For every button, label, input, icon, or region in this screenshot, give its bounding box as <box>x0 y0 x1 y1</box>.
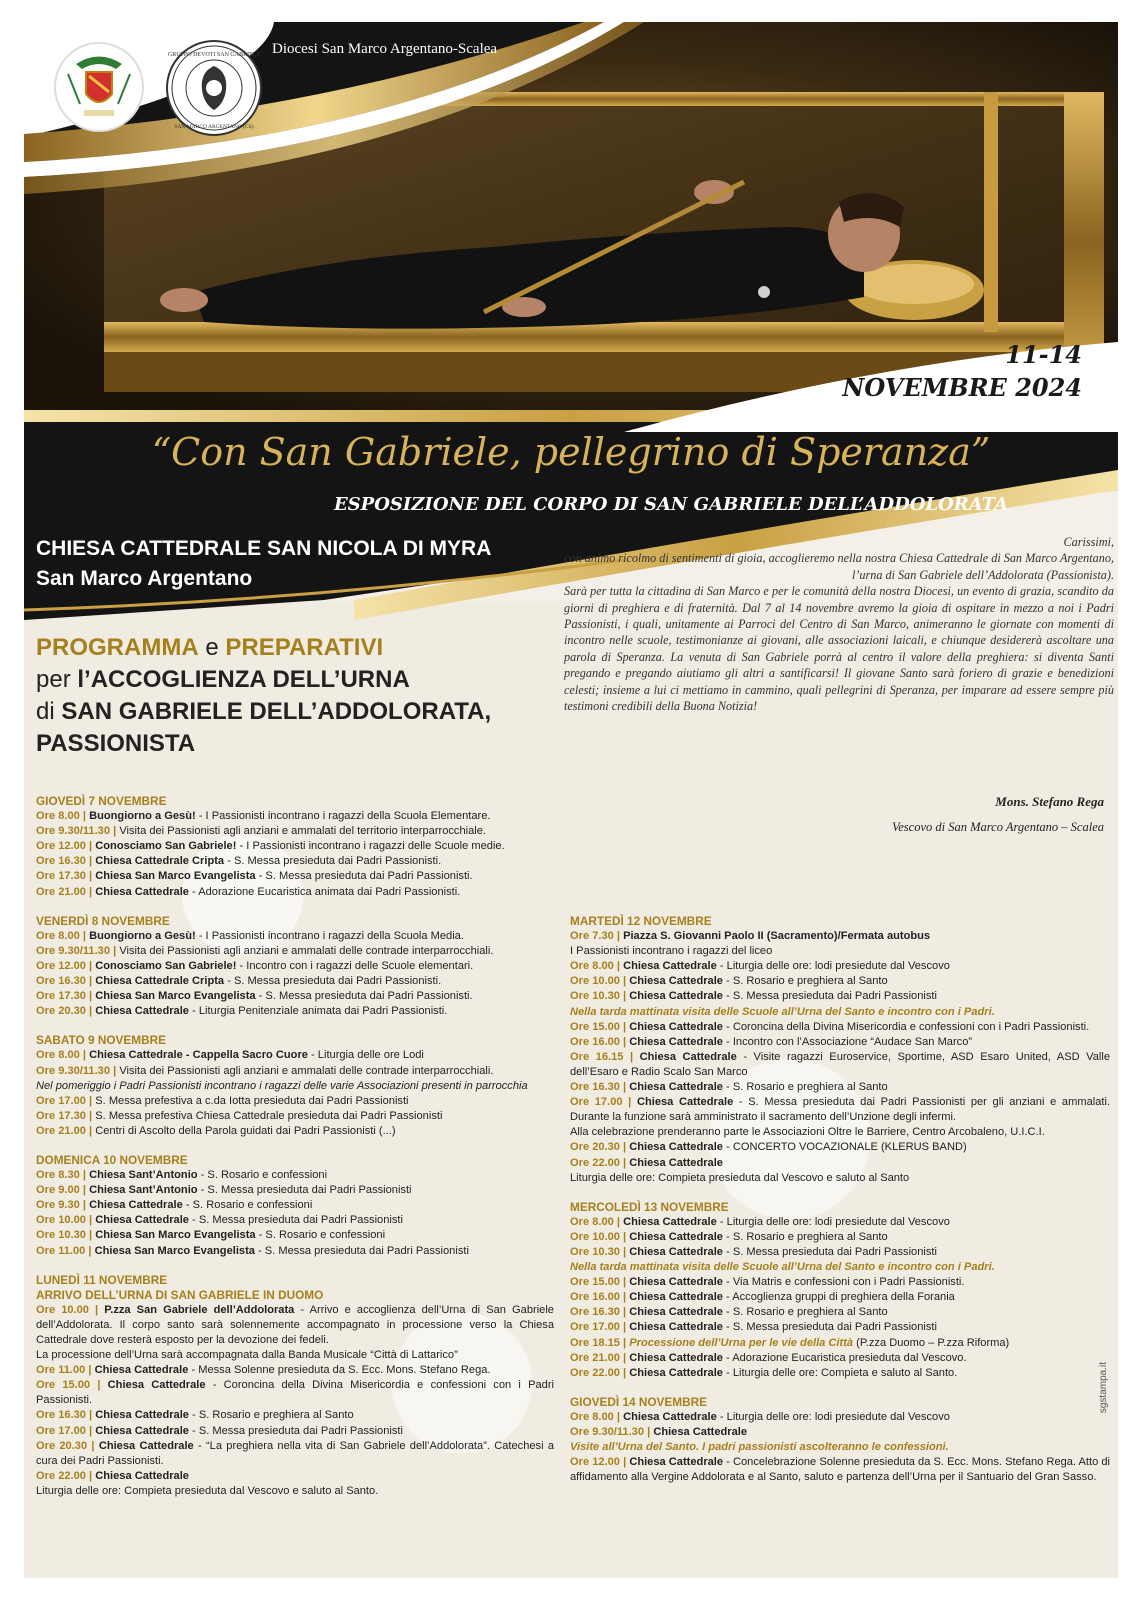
row-description: Visita dei Passionisti agli anziani e ammalati delle contrade interparrocchiali. <box>119 1064 494 1077</box>
row-time: Ore 9.30/11.30 | <box>36 825 117 838</box>
schedule-row <box>570 1095 1110 1125</box>
row-place: Chiesa Cattedrale Cripta <box>95 975 225 988</box>
row-description: - S. Rosario e confessioni <box>255 1229 386 1242</box>
dates-range: 11-14 <box>1005 340 1082 369</box>
row-time: Ore 15.00 | <box>570 1020 627 1033</box>
row-time: Ore 18.15 | <box>570 1336 627 1349</box>
row-place: Piazza S. Giovanni Paolo II (Sacramento)/Fermata autobus <box>623 930 931 943</box>
row-description: - S. Rosario e preghiera al Santo <box>722 1230 888 1243</box>
row-place: Chiesa Cattedrale <box>629 1081 723 1094</box>
row-place: Chiesa Cattedrale <box>95 1469 189 1482</box>
day-title: MARTEDÌ 12 NOVEMBRE <box>570 914 712 928</box>
schedule-row <box>36 1213 554 1228</box>
row-description: - Coroncina della Divina Misericordia e confessioni con i Padri Passionisti. <box>722 1020 1090 1033</box>
schedule-row <box>36 929 554 944</box>
poster <box>24 22 1118 1578</box>
row-description: - I Passionisti incontrano i ragazzi della Scuola Elementare. <box>195 810 491 823</box>
diocese-name: Diocesi San Marco Argentano-Scalea <box>272 41 498 57</box>
row-time: Ore 10.00 | <box>570 975 627 988</box>
row-time: Ore 16.30 | <box>570 1081 627 1094</box>
row-place: Chiesa Cattedrale <box>629 1351 723 1364</box>
schedule-row <box>36 1303 554 1348</box>
row-description: - Visite ragazzi Euroservice, Sportime, ASD Esaro United, ASD Valle dell’Esaro e Radio Scalo San Marco <box>570 1050 1110 1078</box>
row-description: - S. Messa presieduta dai Padri Passionisti. <box>224 855 442 868</box>
row-place: Chiesa San Marco Evangelista <box>95 1229 256 1242</box>
row-time: Ore 16.30 | <box>36 1409 93 1422</box>
schedule-row <box>570 1290 1110 1305</box>
schedule-row <box>570 1245 1110 1260</box>
row-time: Ore 8.00 | <box>36 929 86 942</box>
row-place: Chiesa San Marco Evangelista <box>95 990 256 1003</box>
schedule-row <box>36 1004 554 1019</box>
row-place: Chiesa Cattedrale <box>653 1426 748 1438</box>
schedule-day <box>36 1153 554 1259</box>
row-place: Buongiorno a Gesù! <box>89 810 196 823</box>
row-description: - I Passionisti incontrano i ragazzi delle Scuole medie. <box>236 840 505 853</box>
row-description: - Arrivo e accoglienza dell’Urna di San Gabriele dell’Addolorata. Il corpo santo sarà solennemente accompagnato in processione verso la Chiesa Cattedrale dove resterà esposto per la devozione dei fedeli. <box>36 1303 554 1346</box>
title-saint: SAN GABRIELE DELL’ADDOLORATA, <box>61 698 492 725</box>
schedule-row <box>570 1275 1110 1290</box>
day-title: GIOVEDÌ 14 NOVEMBRE <box>570 1394 708 1409</box>
schedule-row <box>36 839 554 854</box>
row-time: Ore 8.00 | <box>570 960 620 973</box>
row-time: Ore 10.00 | <box>36 1303 99 1316</box>
row-place: Chiesa Cattedrale <box>623 1215 717 1228</box>
schedule-row <box>36 1079 554 1094</box>
schedule-row <box>570 989 1110 1004</box>
schedule-row <box>36 854 554 869</box>
row-description: - Adorazione Eucaristica animata dai Padri Passionisti. <box>188 885 461 898</box>
schedule-row <box>36 1094 554 1109</box>
row-description: - S. Messa presieduta dai Padri Passionisti <box>722 990 937 1003</box>
row-time: Ore 7.30 | <box>570 930 620 943</box>
schedule-row <box>36 1378 554 1408</box>
row-description: Centri di Ascolto della Parola guidati dai Padri Passionisti (...) <box>95 1124 396 1137</box>
row-description: - S. Messa presieduta dai Padri Passionisti <box>188 1214 403 1227</box>
signer-role: Vescovo di San Marco Argentano – Scalea <box>892 820 1104 834</box>
row-place: Chiesa Cattedrale <box>629 1245 723 1258</box>
row-place: Chiesa Cattedrale <box>107 1379 206 1392</box>
row-time: Ore 8.00 | <box>36 810 86 823</box>
schedule-row <box>36 974 554 989</box>
row-time: Ore 11.00 | <box>36 1364 92 1377</box>
row-place: Chiesa Cattedrale <box>629 1035 723 1048</box>
row-description: - S. Rosario e confessioni <box>197 1169 328 1182</box>
row-time: Ore 10.30 | <box>570 990 627 1003</box>
row-description: - Liturgia delle ore: Compieta e saluto al Santo. <box>722 1366 958 1379</box>
row-description: - Via Matris e confessioni con i Padri Passionisti. <box>722 1276 965 1289</box>
row-place: Chiesa Cattedrale <box>629 975 723 988</box>
schedule-row <box>36 1363 554 1378</box>
row-description: - S. Messa presieduta dai Padri Passionisti <box>197 1184 412 1197</box>
day-title: MERCOLEDÌ 13 NOVEMBRE <box>570 1199 729 1214</box>
schedule-row <box>36 989 554 1004</box>
church-line-2: San Marco Argentano <box>36 567 253 590</box>
row-description: - S. Messa presieduta dai Padri Passionisti <box>188 1424 403 1437</box>
svg-text:SAN MARCO ARGENTANO (CS): SAN MARCO ARGENTANO (CS) <box>174 124 254 130</box>
schedule-row <box>570 1230 1110 1245</box>
row-note: Nella tarda mattinata visita delle Scuole all’Urna del Santo e incontro con i Padri. <box>570 1005 995 1018</box>
row-description: - Adorazione Eucaristica presieduta dal Vescovo. <box>722 1351 967 1364</box>
row-time: Ore 17.00 | <box>570 1096 632 1109</box>
schedule-row <box>36 1469 554 1484</box>
schedule-row <box>36 1228 554 1243</box>
schedule-row <box>570 1156 1110 1171</box>
row-description: - S. Messa presieduta dai Padri Passionisti. <box>255 990 473 1003</box>
schedule-row <box>36 944 554 959</box>
schedule-day <box>36 914 554 1020</box>
row-time: Ore 22.00 | <box>570 1156 627 1169</box>
row-place: Chiesa Cattedrale <box>629 1321 723 1334</box>
row-place: Chiesa Cattedrale <box>629 1276 723 1289</box>
row-place: Chiesa Cattedrale <box>629 1366 723 1379</box>
row-time: Ore 9.30/11.30 | <box>36 1064 117 1077</box>
row-description: - S. Rosario e preghiera al Santo <box>188 1409 354 1422</box>
schedule-row <box>570 1410 1110 1425</box>
row-time: Ore 17.00 | <box>36 1094 93 1107</box>
row-time: Ore 17.30 | <box>36 870 93 883</box>
schedule-row <box>570 974 1110 989</box>
row-time: Ore 16.30 | <box>570 1306 627 1319</box>
letter-body: Sarà per tutta la cittadina di San Marco e per le comunità della nostra Diocesi, un evento di grazia, scandito da giorni di preghiera e di fraternità. Dal 7 al 14 novembre avremo la gioia di ospitare in mezzo a noi i Padri Passionisti, i quali, unitamente ai Parroci del Centro di San Marco, animeranno le giornate con momenti di incontro nelle scuole, testimonianze ai giovani, alle associazioni laicali, e chiunque desidererà ascoltare una parola di Speranza. La venuta di San Gabriele porrà al centro il valore della preghiera: si diventa Santi pregando e pregando aiutiamo gli altri a santificarsi! Il giovane Santo sarà foriero di grazie e benedizioni celesti; insieme a lui ci mettiamo in cammino, quali pellegrini di Speranza, per imparare ad essere sempre più testimoni credibili della Buona Notizia! <box>564 584 1114 714</box>
row-description: - Incontro con l’Associazione “Audace San Marco” <box>722 1035 973 1048</box>
schedule-row <box>570 1125 1110 1140</box>
row-time: Ore 9.30/11.30 | <box>36 944 117 957</box>
schedule-row <box>570 959 1110 974</box>
row-time: Ore 10.00 | <box>570 1230 627 1243</box>
title-passionista: PASSIONISTA <box>36 730 196 757</box>
row-time: Ore 21.00 | <box>570 1351 627 1364</box>
row-time: Ore 17.30 | <box>36 1109 93 1122</box>
schedule-row <box>36 885 554 900</box>
row-description: - S. Messa presieduta dai Padri Passionisti. <box>255 870 473 883</box>
row-time: Ore 9.30/11.30 | <box>570 1426 651 1438</box>
row-time: Ore 15.00 | <box>570 1276 627 1289</box>
schedule-row <box>570 1366 1110 1381</box>
row-note: Nella tarda mattinata visita delle Scuole all’Urna del Santo e incontro con i Padri. <box>570 1261 995 1274</box>
row-time: Ore 8.00 | <box>36 1049 86 1062</box>
program-title <box>36 632 491 760</box>
row-description: - S. Messa presieduta dai Padri Passionisti <box>722 1321 937 1334</box>
row-description: - Accoglienza gruppi di preghiera della Forania <box>722 1291 955 1304</box>
row-time: Ore 21.00 | <box>36 1124 93 1137</box>
row-description: - Liturgia delle ore: lodi presiedute dal Vescovo <box>716 960 950 973</box>
row-place: Chiesa San Marco Evangelista <box>95 870 256 883</box>
row-description: - Concelebrazione Solenne presieduta da S. Ecc. Mons. Stefano Rega. Atto di affidamento alla Vergine Addolorata e al Santo, saluto e partenza dell’Urna per il Santuario del Gran Sasso. <box>570 1456 1110 1484</box>
row-time: Ore 21.00 | <box>36 885 93 898</box>
row-description: S. Messa prefestiva a c.da Iotta presieduta dai Padri Passionisti <box>95 1094 409 1107</box>
schedule-row <box>36 1484 554 1499</box>
row-time: Ore 12.00 | <box>570 1456 627 1469</box>
row-description: - Incontro con i ragazzi delle Scuole elementari. <box>236 959 474 972</box>
row-description: - S. Rosario e preghiera al Santo <box>722 1081 888 1094</box>
row-place: Chiesa Cattedrale <box>89 1199 183 1212</box>
schedule-row <box>570 1455 1110 1485</box>
schedule-row <box>36 1198 554 1213</box>
row-place: Chiesa Cattedrale <box>95 885 189 898</box>
event-dates <box>842 340 1082 402</box>
row-time: Ore 16.00 | <box>570 1291 627 1304</box>
row-place: Chiesa Cattedrale <box>95 1005 189 1018</box>
seal-icon <box>168 42 260 134</box>
title-per: per <box>36 666 71 693</box>
signer-name: Mons. Stefano Rega <box>995 794 1104 809</box>
row-place: Conosciamo San Gabriele! <box>95 840 237 853</box>
church-line-1: CHIESA CATTEDRALE SAN NICOLA DI MYRA <box>36 537 492 560</box>
title-programma: PROGRAMMA <box>36 634 199 661</box>
row-description: - S. Rosario e preghiera al Santo <box>722 975 888 988</box>
schedule-row <box>36 1439 554 1469</box>
title-di: di <box>36 698 55 725</box>
schedule-row <box>36 1168 554 1183</box>
schedule-row <box>570 1336 1110 1351</box>
schedule-row <box>36 1048 554 1063</box>
row-place: Chiesa Cattedrale Cripta <box>95 855 225 868</box>
schedule-day <box>570 1395 1110 1486</box>
row-place: Chiesa Cattedrale <box>636 1096 734 1109</box>
row-note: Processione dell’Urna per le vie della Città <box>629 1336 854 1349</box>
schedule-row <box>36 1348 554 1363</box>
row-time: Ore 8.00 | <box>570 1410 620 1423</box>
schedule-day <box>36 1273 554 1499</box>
row-place: Chiesa Cattedrale <box>629 1156 723 1169</box>
church-name <box>36 534 491 594</box>
row-description: - I Passionisti incontrano i ragazzi della Scuola Media. <box>195 929 464 942</box>
row-time: Ore 10.30 | <box>36 1229 93 1242</box>
row-description: - S. Messa presieduta dai Padri Passionisti. <box>224 975 442 988</box>
schedule-row <box>570 929 1110 944</box>
title-e: e <box>205 634 219 661</box>
schedule-row <box>36 1183 554 1198</box>
row-description: - Coroncina della Divina Misericordia e confessioni con i Padri Passionisti. <box>36 1379 554 1407</box>
schedule-row <box>570 1050 1110 1080</box>
row-description: Visita dei Passionisti agli anziani e ammalati delle contrade interparrocchiali. <box>119 944 494 957</box>
schedule-row <box>36 959 554 974</box>
row-place: Chiesa Cattedrale <box>629 1020 723 1033</box>
dates-month: NOVEMBRE 2024 <box>842 373 1082 402</box>
row-place: Chiesa Cattedrale <box>623 960 717 973</box>
row-description: Alla celebrazione prenderanno parte le Associazioni Oltre le Barriere, Centro Arcobaleno, U.I.C.I. <box>570 1126 1045 1139</box>
row-time: Ore 8.00 | <box>570 1215 620 1228</box>
day-subtitle: ARRIVO DELL’URNA DI SAN GABRIELE IN DUOMO <box>36 1287 324 1302</box>
row-description: - S. Rosario e confessioni <box>182 1199 313 1212</box>
schedule-row <box>570 1305 1110 1320</box>
row-place: Chiesa Cattedrale <box>629 1141 723 1154</box>
row-place: Chiesa Cattedrale - Cappella Sacro Cuore <box>89 1049 308 1062</box>
row-time: Ore 11.00 | <box>36 1244 92 1257</box>
row-description: Liturgia delle ore: Compieta presieduta dal Vescovo e saluto al Santo <box>570 1171 910 1184</box>
row-time: Ore 16.30 | <box>36 855 93 868</box>
printer-credit: sgstampa.it <box>1098 1362 1109 1414</box>
row-place: Chiesa Cattedrale <box>639 1050 737 1063</box>
schedule-row <box>36 1408 554 1423</box>
schedule-row <box>36 1424 554 1439</box>
row-time: Ore 22.00 | <box>36 1469 93 1482</box>
svg-text:GRUPPO DEVOTI SAN GABRIELE: GRUPPO DEVOTI SAN GABRIELE <box>168 52 260 58</box>
schedule-row <box>36 1244 554 1259</box>
row-description: - CONCERTO VOCAZIONALE (KLERUS BAND) <box>722 1141 967 1154</box>
day-title: DOMENICA 10 NOVEMBRE <box>36 1152 188 1167</box>
schedule-left-column <box>36 794 554 1513</box>
schedule-row <box>570 944 1110 959</box>
diocese-coat-of-arms <box>54 42 144 132</box>
row-time: Ore 17.30 | <box>36 990 93 1003</box>
row-description: - S. Messa presieduta dai Padri Passionisti <box>722 1245 937 1258</box>
schedule-day <box>36 794 554 900</box>
schedule-row <box>570 1080 1110 1095</box>
schedule-row <box>570 1171 1110 1186</box>
devotees-group-logo <box>166 40 262 136</box>
exhibition-title: ESPOSIZIONE DEL CORPO DI SAN GABRIELE DELL’ADDOLORATA <box>333 494 1009 515</box>
row-time: Ore 20.30 | <box>570 1141 627 1154</box>
row-description: (P.zza Duomo – P.zza Riforma) <box>853 1336 1010 1349</box>
row-time: Ore 10.30 | <box>570 1245 627 1258</box>
schedule-row <box>570 1440 1110 1455</box>
row-place: Chiesa Sant’Antonio <box>89 1169 198 1182</box>
row-description: Liturgia delle ore: Compieta presieduta dal Vescovo e saluto al Santo. <box>36 1484 379 1497</box>
row-italic: Nel pomeriggio i Padri Passionisti incontrano i ragazzi delle varie Associazioni presenti in parrocchia <box>36 1079 528 1092</box>
row-place: Chiesa Cattedrale <box>629 1291 723 1304</box>
title-preparativi: PREPARATIVI <box>225 634 384 661</box>
schedule-row <box>36 809 554 824</box>
row-time: Ore 8.30 | <box>36 1169 86 1182</box>
day-title: LUNEDÌ 11 NOVEMBRE <box>36 1272 168 1287</box>
row-time: Ore 16.15 | <box>570 1050 634 1063</box>
schedule-row <box>36 1064 554 1079</box>
letter-greeting: Carissimi, <box>1063 535 1114 549</box>
row-place: Conosciamo San Gabriele! <box>95 959 237 972</box>
coat-of-arms-icon <box>56 44 142 130</box>
schedule-row <box>36 1109 554 1124</box>
row-description: - Liturgia delle ore Lodi <box>307 1049 424 1062</box>
day-title: GIOVEDÌ 7 NOVEMBRE <box>36 794 167 808</box>
row-description: - Liturgia delle ore: lodi presiedute dal Vescovo <box>716 1410 950 1423</box>
row-time: Ore 20.30 | <box>36 1439 95 1452</box>
row-place: Buongiorno a Gesù! <box>89 929 196 942</box>
row-time: Ore 20.30 | <box>36 1005 93 1018</box>
title-accoglienza: l’ACCOGLIENZA DELL’URNA <box>77 666 410 693</box>
row-description: - S. Rosario e preghiera al Santo <box>722 1306 888 1319</box>
day-title: SABATO 9 NOVEMBRE <box>36 1033 167 1048</box>
row-time: Ore 15.00 | <box>36 1379 101 1392</box>
schedule-row <box>570 1351 1110 1366</box>
row-place: Chiesa Cattedrale <box>95 1409 189 1422</box>
row-note: Visite all’Urna del Santo. I padri passionisti ascolteranno le confessioni. <box>570 1441 949 1454</box>
row-place: Chiesa San Marco Evangelista <box>94 1244 255 1257</box>
row-place: P.zza San Gabriele dell’Addolorata <box>104 1303 295 1316</box>
row-place: Chiesa Cattedrale <box>629 1456 724 1469</box>
schedule-row <box>36 824 554 839</box>
row-time: Ore 12.00 | <box>36 959 93 972</box>
schedule-row <box>36 1124 554 1139</box>
schedule-row <box>570 1260 1110 1275</box>
row-time: Ore 12.00 | <box>36 840 93 853</box>
row-description: - S. Messa presieduta dai Padri Passionisti per gli anziani e ammalati. Durante la funzione sarà amministrato il sacramento dell’Unzione degli infermi. <box>570 1096 1110 1124</box>
row-description: - S. Messa presieduta dai Padri Passionisti <box>254 1244 469 1257</box>
schedule-row <box>570 1320 1110 1335</box>
letter-signature <box>892 794 1104 835</box>
schedule-day <box>36 1033 554 1139</box>
slogan: “Con San Gabriele, pellegrino di Speranza” <box>151 430 991 474</box>
row-place: Chiesa Cattedrale <box>629 1306 723 1319</box>
row-time: Ore 10.00 | <box>36 1214 93 1227</box>
row-description: S. Messa prefestiva Chiesa Cattedrale presieduta dai Padri Passionisti <box>95 1109 443 1122</box>
row-place: Chiesa Cattedrale <box>623 1410 717 1423</box>
row-description: - Liturgia delle ore: lodi presiedute dal Vescovo <box>716 1215 950 1228</box>
row-description: Visita dei Passionisti agli anziani e ammalati del territorio interparrocchiale. <box>119 825 486 838</box>
row-description: I Passionisti incontrano i ragazzi del liceo <box>570 945 773 958</box>
schedule-row <box>570 1425 1110 1440</box>
row-place: Chiesa Cattedrale <box>94 1364 189 1377</box>
row-description: - Messa Solenne presieduta da S. Ecc. Mons. Stefano Rega. <box>188 1364 491 1377</box>
day-title: VENERDÌ 8 NOVEMBRE <box>36 913 170 928</box>
row-time: Ore 9.00 | <box>36 1184 86 1197</box>
row-place: Chiesa Cattedrale <box>98 1439 194 1452</box>
row-place: Chiesa Cattedrale <box>95 1424 189 1437</box>
row-place: Chiesa Cattedrale <box>629 1230 723 1243</box>
letter-first: con animo ricolmo di sentimenti di gioia, accoglieremo nella nostra Chiesa Cattedrale di San Marco Argentano, l’urna di San Gabriele dell’Addolorata (Passionista). <box>564 551 1114 582</box>
row-description: La processione dell’Urna sarà accompagnata dalla Banda Musicale “Città di Lattarico” <box>36 1349 458 1362</box>
row-place: Chiesa Cattedrale <box>95 1214 189 1227</box>
schedule-row <box>570 1005 1110 1020</box>
schedule-row <box>570 1215 1110 1230</box>
row-time: Ore 16.30 | <box>36 975 93 988</box>
bishop-letter <box>564 534 1114 714</box>
row-time: Ore 9.30 | <box>36 1199 86 1212</box>
row-time: Ore 17.00 | <box>570 1321 627 1334</box>
schedule-day <box>570 1200 1110 1381</box>
row-place: Chiesa Cattedrale <box>629 990 723 1003</box>
row-time: Ore 22.00 | <box>570 1366 627 1379</box>
row-description: - Liturgia Penitenziale animata dai Padri Passionisti. <box>188 1005 448 1018</box>
schedule-day <box>570 914 1110 1186</box>
schedule-row <box>570 1020 1110 1035</box>
row-place: Chiesa Sant’Antonio <box>89 1184 198 1197</box>
schedule-row <box>36 869 554 884</box>
schedule-right-column <box>570 914 1110 1499</box>
row-description: - “La preghiera nella vita di San Gabriele dell’Addolorata”. Catechesi a cura dei Padri Passionisti. <box>36 1439 555 1467</box>
row-time: Ore 17.00 | <box>36 1424 93 1437</box>
schedule-row <box>570 1035 1110 1050</box>
row-time: Ore 16.00 | <box>570 1035 627 1048</box>
schedule-row <box>570 1140 1110 1155</box>
